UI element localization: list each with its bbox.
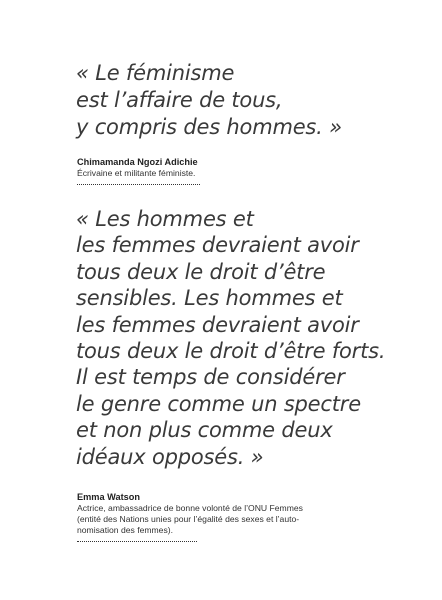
quote-adichie: [76, 60, 342, 141]
quote-line: Il est temps de considérer: [76, 365, 345, 390]
quote-line: « Le féminisme: [76, 61, 235, 85]
quote-line: idéaux opposés. »: [76, 444, 264, 469]
author-role-line: Actrice, ambassadrice de bonne volonté de l’ONU Femmes: [77, 503, 303, 513]
author-role-line: (entité des Nations unies pour l’égalité des sexes et l’auto-: [77, 514, 300, 524]
quote-line: tous deux le droit d’être: [76, 259, 326, 284]
dotted-divider: [77, 184, 200, 185]
quote-line: les femmes devraient avoir: [76, 233, 359, 258]
quote-line: « Les hommes et: [76, 207, 254, 231]
quote-line: tous deux le droit d’être forts.: [76, 339, 386, 364]
quote-watson: [76, 206, 385, 470]
quote-line: sensibles. Les hommes et: [76, 286, 343, 311]
author-role-line: Écrivaine et militante féministe.: [77, 168, 196, 178]
attribution-watson: [77, 491, 303, 536]
attribution-adichie: [77, 156, 198, 179]
author-name: Chimamanda Ngozi Adichie: [77, 157, 198, 167]
quote-line: les femmes devraient avoir: [76, 312, 359, 337]
dotted-divider: [77, 541, 197, 542]
quote-line: est l’affaire de tous,: [76, 88, 283, 112]
author-role-line: nomisation des femmes).: [77, 525, 173, 535]
quote-line: y compris des hommes. »: [76, 115, 342, 139]
quote-line: et non plus comme deux: [76, 418, 333, 443]
quote-line: le genre comme un spectre: [76, 391, 361, 416]
author-name: Emma Watson: [77, 492, 140, 502]
